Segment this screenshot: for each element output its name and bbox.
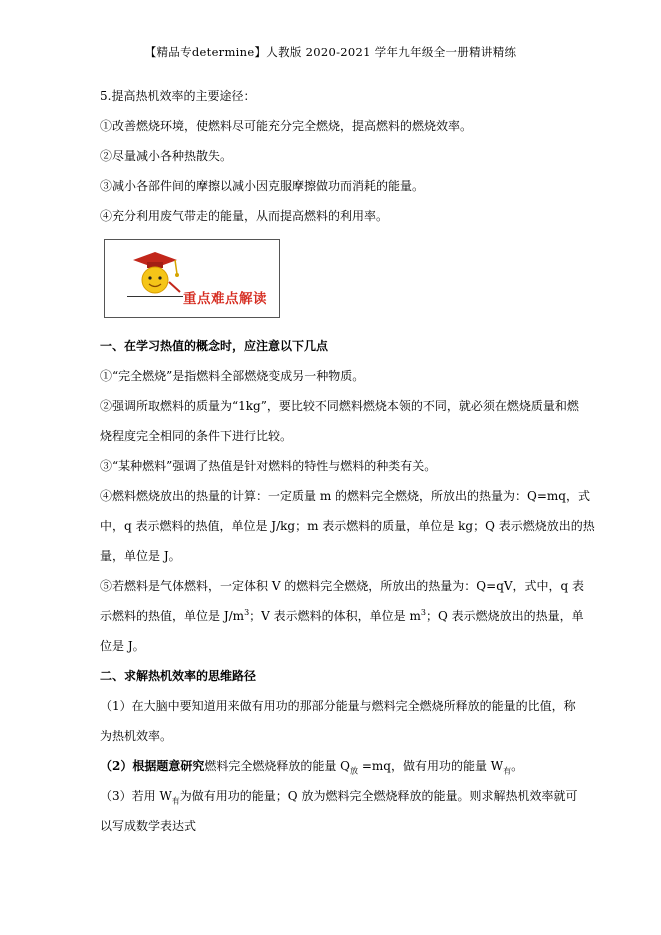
part-a-point-1: ①“完全燃烧”是指燃料全部燃烧变成另一种物质。 [100,369,365,383]
part-b-title: 二、求解热机效率的思维路径 [100,669,257,683]
part-b-step-2: （2）根据题意研究燃料完全燃烧释放的能量 $Q_放 =mq$，做有用功的能量 $W_有$。 [100,759,524,776]
section5-item-2: ②尽量减小各种热散失。 [100,149,233,163]
section5-item-1: ①改善燃烧环境，使燃料尽可能充分完全燃烧，提高燃料的燃烧效率。 [100,119,473,133]
part-a-point-2-line-2: 烧程度完全相同的条件下进行比较。 [100,429,293,443]
part-a-point-5-line-3: 位是 J。 [100,639,145,653]
part-b-step-1-line-2: 为热机效率。 [100,729,173,743]
part-a-point-5-line-1: ⑤若燃料是气体燃料，一定体积 V 的燃料完全燃烧，所放出的热量为：Q=qV，式中，q 表 [100,579,585,593]
part-a-point-4-line-1: ④燃料燃烧放出的热量的计算：一定质量 m 的燃料完全燃烧，所放出的热量为：Q=mq，式 [100,489,590,503]
graduate-mascot-icon [125,248,185,296]
part-a-point-4-line-2: 中，q 表示燃料的热值，单位是 J/kg；m 表示燃料的质量，单位是 kg；Q 表示燃烧放出的热 [100,519,595,533]
part-a-point-3: ③“某种燃料”强调了热值是针对燃料的特性与燃料的种类有关。 [100,459,437,473]
badge-divider [127,296,183,297]
page-header: 【精品专determine】人教版 2020-2021 学年九年级全一册精讲精练 [144,45,517,59]
section5-item-4: ④充分利用废气带走的能量，从而提高燃料的利用率。 [100,209,389,223]
part-b-step-3-line-1: （3）若用 $W_有$为做有用功的能量；Q 放为燃料完全燃烧释放的能量。则求解热机效率就可 [100,789,578,806]
part-a-title: 一、在学习热值的概念时，应注意以下几点 [100,339,329,353]
part-a-point-2-line-1: ②强调所取燃料的质量为“1kg”，要比较不同燃料燃烧本领的不同，就必须在燃烧质量和燃 [100,399,579,413]
part-a-point-4-line-3: 量，单位是 J。 [100,549,181,563]
section5-title: 5.提高热机效率的主要途径： [100,89,256,103]
part-b-step-1-line-1: （1）在大脑中要知道用来做有用功的那部分能量与燃料完全燃烧所释放的能量的比值，称 [100,699,576,713]
key-points-badge [104,239,280,318]
section5-item-3: ③减小各部件间的摩擦以减小因克服摩擦做功而消耗的能量。 [100,179,425,193]
part-b-step-3-line-2: 以写成数学表达式 [100,819,197,833]
part-a-point-5-line-2: 示燃料的热值，单位是 $J/m^3$；V 表示燃料的体积，单位是 $m^3$；Q 表示燃烧放出的热量，单 [100,608,584,623]
badge-label: 重点难点解读 [183,291,267,307]
